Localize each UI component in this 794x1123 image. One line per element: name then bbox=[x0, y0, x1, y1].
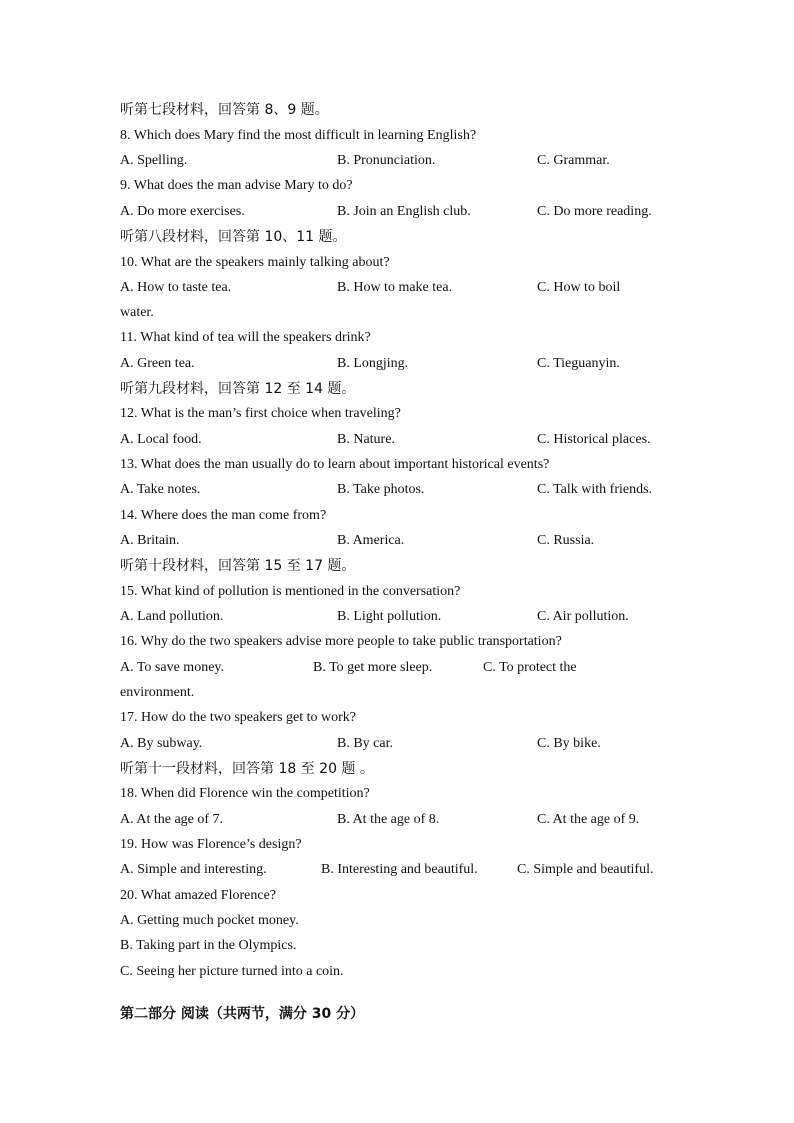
option-a: A. Land pollution. bbox=[120, 609, 224, 624]
option-b: B. Interesting and beautiful. bbox=[321, 862, 478, 877]
option-c: C. Historical places. bbox=[537, 432, 651, 447]
question-10: 10. What are the speakers mainly talking about? bbox=[120, 255, 390, 270]
question-15: 15. What kind of pollution is mentioned in the conversation? bbox=[120, 584, 461, 599]
option-c: C. Grammar. bbox=[537, 153, 610, 168]
part-two-title: 第二部分 阅读（共两节，满分 30 分） bbox=[120, 1006, 365, 1022]
option-c: C. Air pollution. bbox=[537, 609, 629, 624]
option-b: B. At the age of 8. bbox=[337, 812, 440, 827]
option-c: C. By bike. bbox=[537, 736, 601, 751]
option-a: A. Britain. bbox=[120, 533, 180, 548]
question-17: 17. How do the two speakers get to work? bbox=[120, 710, 357, 725]
section-heading: 听第十一段材料，回答第 18 至 20 题 。 bbox=[120, 761, 374, 777]
question-16: 16. Why do the two speakers advise more people to take public transportation? bbox=[120, 634, 562, 649]
question-13: 13. What does the man usually do to learn about important historical events? bbox=[120, 457, 550, 472]
option-c: C. Talk with friends. bbox=[537, 482, 653, 497]
option-a: A. Local food. bbox=[120, 432, 202, 447]
option-continuation: environment. bbox=[120, 685, 195, 700]
question-8: 8. Which does Mary find the most difficult in learning English? bbox=[120, 128, 477, 143]
question-11: 11. What kind of tea will the speakers drink? bbox=[120, 330, 371, 345]
option-b: B. Pronunciation. bbox=[337, 153, 436, 168]
option-b: B. Light pollution. bbox=[337, 609, 442, 624]
question-9: 9. What does the man advise Mary to do? bbox=[120, 178, 353, 193]
option-b: B. America. bbox=[337, 533, 405, 548]
section-heading: 听第七段材料，回答第 8、9 题。 bbox=[120, 102, 329, 118]
option-a: A. To save money. bbox=[120, 660, 225, 675]
option-c: C. Russia. bbox=[537, 533, 595, 548]
option-a: A. Spelling. bbox=[120, 153, 188, 168]
section-heading: 听第九段材料，回答第 12 至 14 题。 bbox=[120, 381, 356, 397]
option-b: B. Take photos. bbox=[337, 482, 425, 497]
option-a: A. At the age of 7. bbox=[120, 812, 224, 827]
option-c: C. Simple and beautiful. bbox=[517, 862, 654, 877]
question-19: 19. How was Florence’s design? bbox=[120, 837, 302, 852]
option-c: C. Tieguanyin. bbox=[537, 356, 620, 371]
option-a: A. By subway. bbox=[120, 736, 203, 751]
section-heading: 听第八段材料，回答第 10、11 题。 bbox=[120, 229, 347, 245]
option-c: C. To protect the bbox=[483, 660, 577, 675]
question-20: 20. What amazed Florence? bbox=[120, 888, 277, 903]
option-a: A. Getting much pocket money. bbox=[120, 913, 299, 928]
option-b: B. Longjing. bbox=[337, 356, 409, 371]
option-a: A. Take notes. bbox=[120, 482, 201, 497]
option-c: C. Do more reading. bbox=[537, 204, 652, 219]
option-b: B. Join an English club. bbox=[337, 204, 471, 219]
option-b: B. By car. bbox=[337, 736, 393, 751]
option-b: B. How to make tea. bbox=[337, 280, 453, 295]
option-c: C. Seeing her picture turned into a coin. bbox=[120, 964, 344, 979]
question-12: 12. What is the man’s first choice when traveling? bbox=[120, 406, 401, 421]
section-heading: 听第十段材料，回答第 15 至 17 题。 bbox=[120, 558, 356, 574]
option-a: A. Simple and interesting. bbox=[120, 862, 267, 877]
question-18: 18. When did Florence win the competition? bbox=[120, 786, 370, 801]
option-a: A. How to taste tea. bbox=[120, 280, 232, 295]
option-a: A. Do more exercises. bbox=[120, 204, 245, 219]
question-14: 14. Where does the man come from? bbox=[120, 508, 327, 523]
option-a: A. Green tea. bbox=[120, 356, 195, 371]
option-b: B. To get more sleep. bbox=[313, 660, 433, 675]
option-c: C. How to boil bbox=[537, 280, 621, 295]
option-b: B. Nature. bbox=[337, 432, 395, 447]
option-b: B. Taking part in the Olympics. bbox=[120, 938, 297, 953]
option-c: C. At the age of 9. bbox=[537, 812, 640, 827]
option-continuation: water. bbox=[120, 305, 154, 320]
